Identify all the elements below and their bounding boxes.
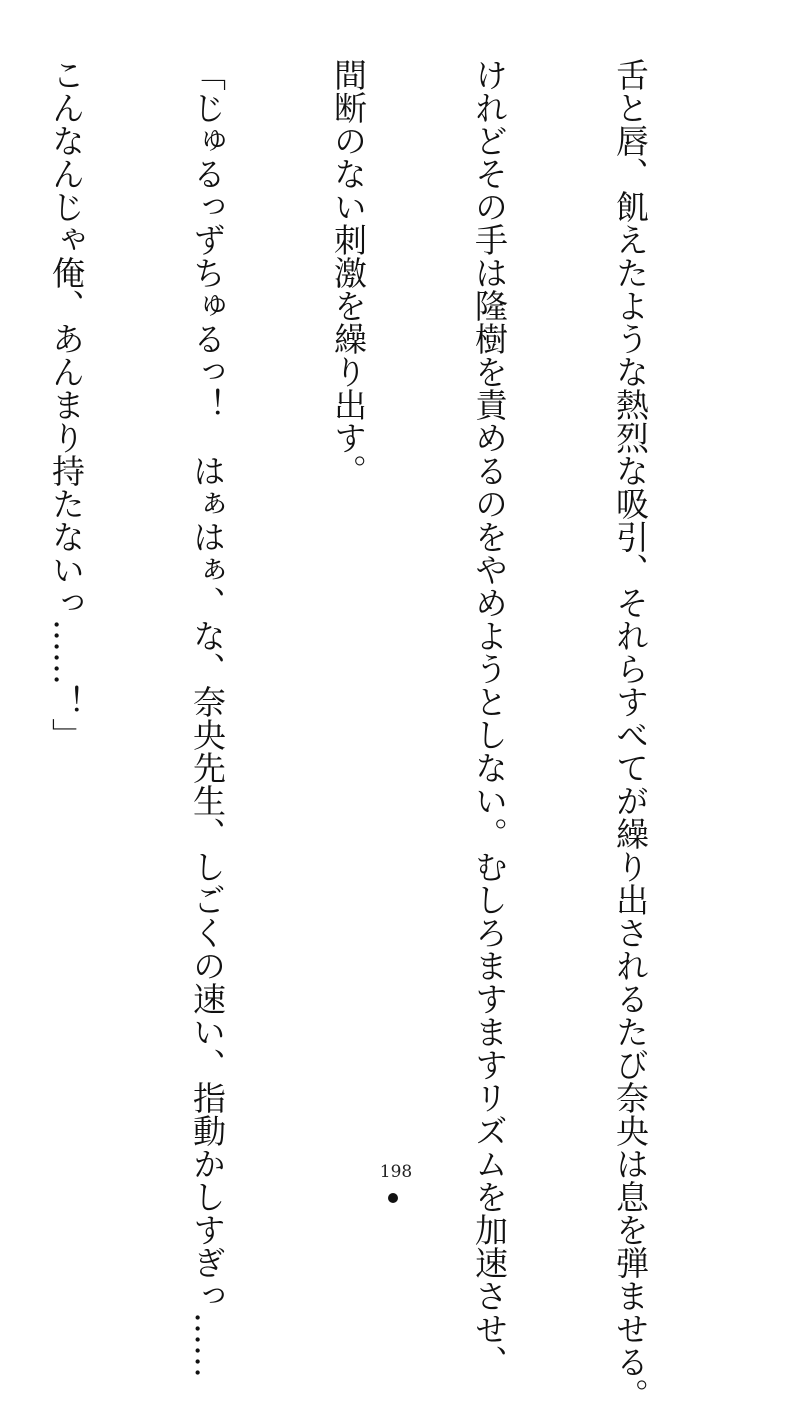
text-line: けれどその手は隆樹を責めるのをやめようとしない。むしろますますリズムを加速させ、 — [470, 58, 509, 1378]
text-line: 「じゅるっずちゅるっ！ はぁはぁ、な、奈央先生、しごくの速い、指動かしすぎっ…… — [188, 58, 227, 1378]
text-line: 舌と唇、飢えたような熱烈な吸引、それらすべてが繰り出されるたび奈央は息を弾ませる。 — [611, 58, 650, 1411]
bottom-dot-mark — [388, 1193, 398, 1203]
text-line: こんなんじゃ俺、あんまり持たないっ……！」 — [47, 58, 86, 751]
text-line: 間断のない刺激を繰り出す。 — [329, 58, 368, 487]
page-number: 198 — [379, 1162, 413, 1182]
